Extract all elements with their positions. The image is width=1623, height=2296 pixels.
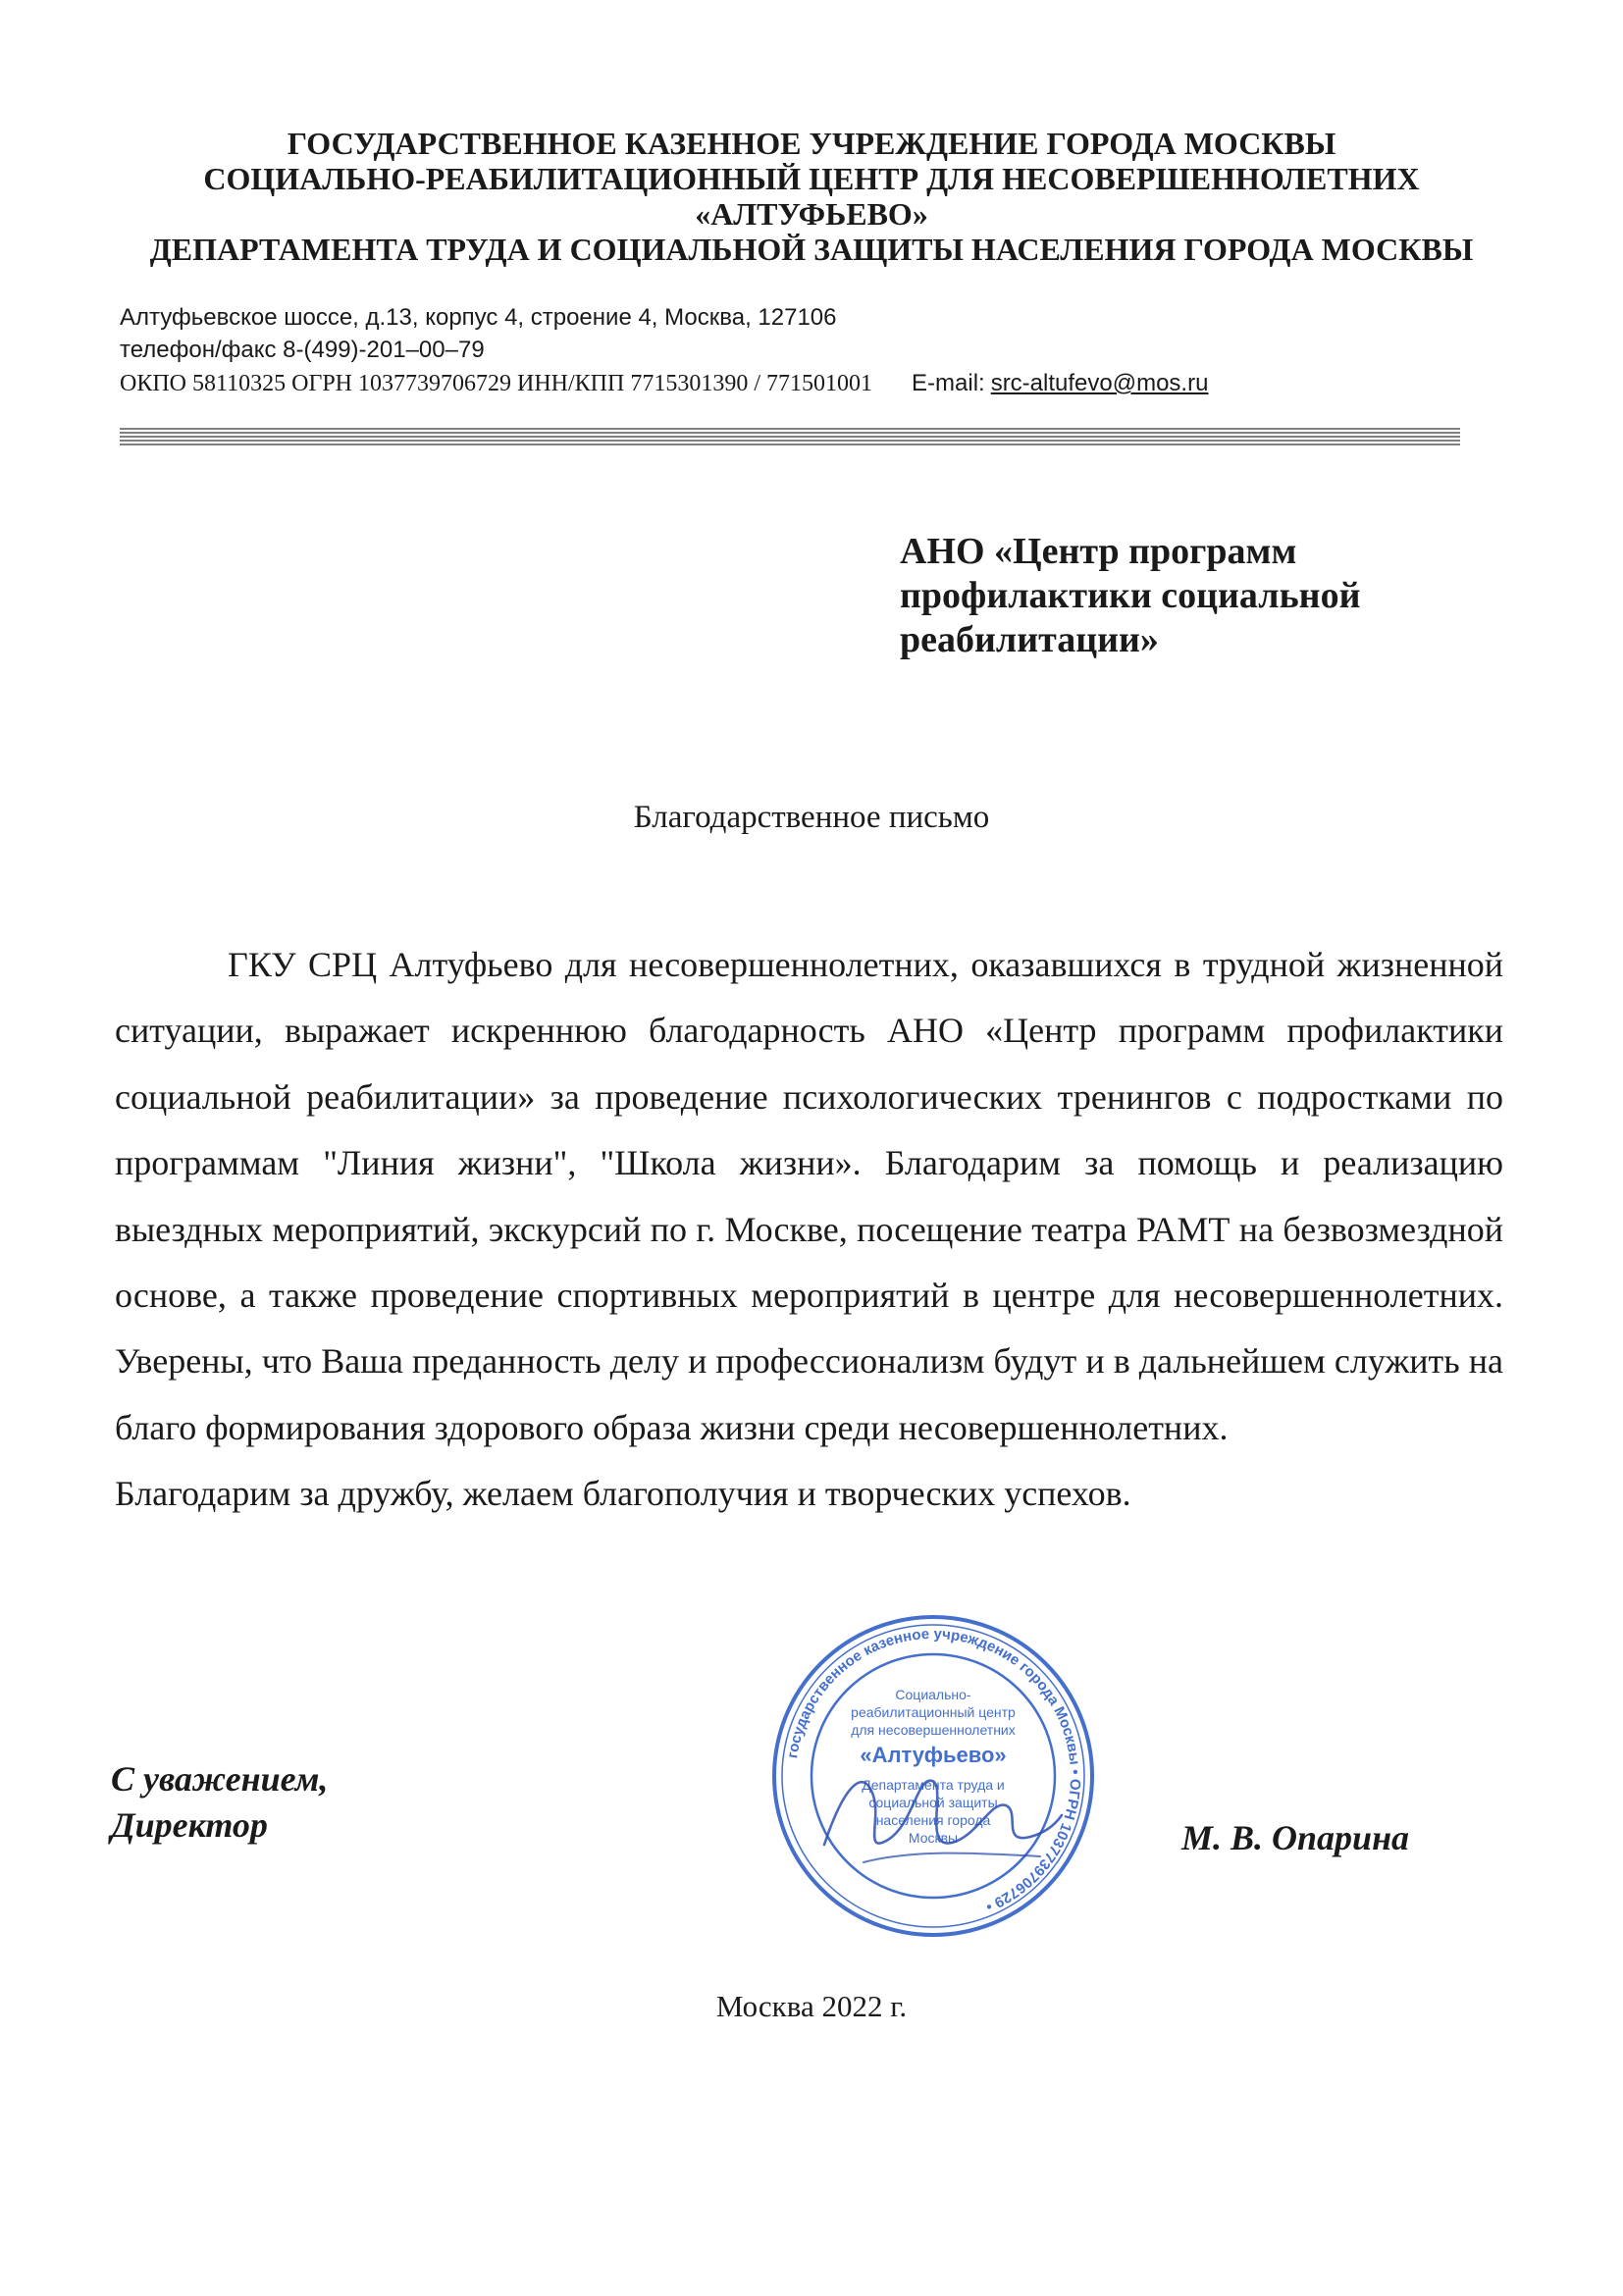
email-link[interactable]: src-altufevo@mos.ru	[990, 370, 1209, 396]
letterhead-contacts	[120, 301, 1493, 366]
recipient-line-3: реабилитации»	[900, 619, 1159, 660]
org-name-line-1: ГОСУДАРСТВЕННОЕ КАЗЕННОЕ УЧРЕЖДЕНИЕ ГОРОДА МОСКВЫ	[287, 126, 1336, 161]
closing-block	[111, 1756, 328, 1849]
letter-body	[115, 932, 1503, 1528]
stamp-text-line-3: для несовершеннолетних	[851, 1722, 1016, 1738]
registration-codes-line	[120, 367, 1493, 400]
org-name-line-3: «АЛТУФЬЕВО»	[695, 196, 928, 232]
handwritten-signature	[805, 1747, 1079, 1884]
stamp-text-line-8: Москвы	[908, 1830, 959, 1846]
stamp-text-line-5: Департамента труда и	[862, 1777, 1005, 1793]
registration-codes: ОКПО 58110325 ОГРН 1037739706729 ИНН/КПП 7715301390 / 771501001	[120, 371, 873, 396]
stamp-text-line-7: населения города	[875, 1812, 991, 1828]
recipient-line-1: АНО «Центр программ	[900, 531, 1297, 572]
stamp-text-line-2: реабилитационный центр	[851, 1704, 1016, 1720]
stamp-text-line-6: социальной защиты	[868, 1795, 998, 1810]
stamp-text-line-1: Социально-	[895, 1687, 971, 1702]
recipient-block	[900, 530, 1410, 662]
email-label: E-mail:	[912, 370, 985, 396]
body-paragraph: ГКУ СРЦ Алтуфьево для несовершеннолетних, оказавшихся в трудной жизненной ситуации, выражает искреннюю благодарность АНО «Центр программ профилактики социальной реабилитации» за проведение психологических тренингов с подростками по программам "Линия жизни", "Школа жизни». Благодарим за помощь и реализацию выездных мероприятий, экскурсий по г. Москве, посещение театра РАМТ на безвозмездной основе, а также проведение спортивных мероприятий в центре для несовершеннолетних. Уверены, что Ваша преданность делу и профессионализм будут и в дальнейшем служить на благо формирования здорового образа жизни среди несовершеннолетних.	[115, 945, 1503, 1447]
place-and-date: Москва 2022 г.	[715, 1989, 908, 2023]
address-line: Алтуфьевское шоссе, д.13, корпус 4, строение 4, Москва, 127106	[120, 304, 837, 331]
org-name-line-4: ДЕПАРТАМЕНТА ТРУДА И СОЦИАЛЬНОЙ ЗАЩИТЫ НАСЕЛЕНИЯ ГОРОДА МОСКВЫ	[149, 232, 1474, 267]
letterhead-org-name	[98, 126, 1525, 267]
letter-title: Благодарственное письмо	[633, 800, 990, 835]
org-name-line-2: СОЦИАЛЬНО-РЕАБИЛИТАЦИОННЫЙ ЦЕНТР ДЛЯ НЕСОВЕРШЕННОЛЕТНИХ	[203, 161, 1420, 196]
phone-line: телефон/факс 8-(499)-201–00–79	[120, 337, 485, 363]
stamp-ring-text: государственное казенное учреждение города Москвы • ОГРН 1037739706729 •	[784, 1625, 1084, 1915]
body-closing-line: Благодарим за дружбу, желаем благополучия и творческих успехов.	[115, 1474, 1131, 1514]
position-text: Директор	[111, 1805, 268, 1845]
stamp-text-line-4: «Алтуфьево»	[860, 1743, 1007, 1767]
regards-text: С уважением,	[111, 1759, 329, 1799]
signer-name: М. В. Опарина	[1181, 1818, 1410, 1857]
header-divider	[120, 428, 1460, 447]
recipient-line-2: профилактики социальной	[900, 575, 1361, 616]
